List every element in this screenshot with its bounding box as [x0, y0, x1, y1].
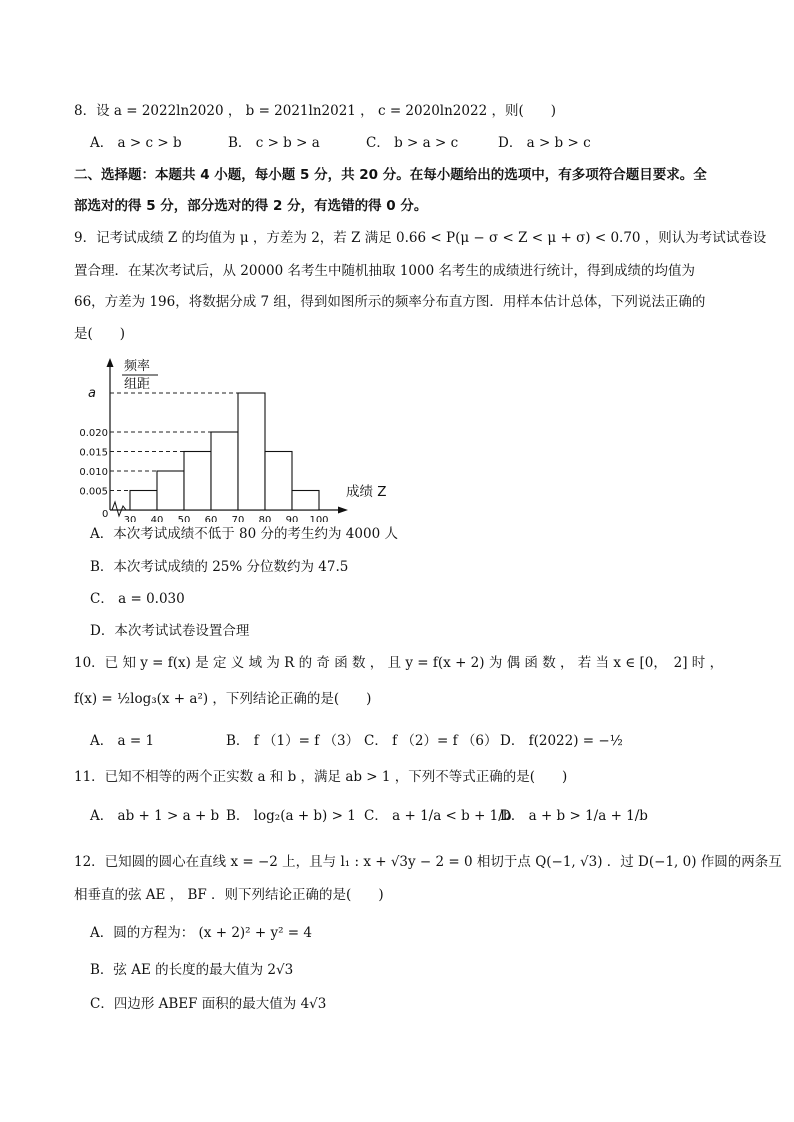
section2-heading-line1: 二、选择题：本题共 4 小题，每小题 5 分，共 20 分。在每小题给出的选项中，有多项符合题目要求。全 [74, 167, 707, 183]
origin-label: 0 [102, 509, 109, 520]
q9-option-c: C． a = 0.030 [90, 591, 185, 607]
q8-option-a: A． a > c > b [90, 135, 182, 151]
x-tick-label: 30 [123, 515, 137, 522]
q11-option-c: C． a + 1/a < b + 1/b [364, 808, 512, 824]
y-tick-label: 0.005 [79, 486, 108, 498]
q10-option-a: A． a = 1 [90, 733, 155, 749]
histogram-bar-90-100 [292, 491, 319, 511]
q9-line2: 置合理．在某次考试后，从 20000 名考生中随机抽取 1000 名考生的成绩进行统计，得到成绩的均值为 [74, 263, 695, 279]
q8-option-c: C． b > a > c [366, 135, 459, 151]
x-tick-label: 90 [285, 515, 299, 522]
q9-option-d: D．本次考试试卷设置合理 [90, 623, 250, 639]
y-label-bottom: 组距 [124, 377, 151, 392]
q10-option-c: C． f （2）= f （6） [364, 733, 498, 749]
q9-line3: 66，方差为 196，将数据分成 7 组，得到如图所示的频率分布直方图．用样本估计总体，下列说法正确的 [74, 294, 706, 310]
x-label: 成绩 Z [346, 484, 387, 500]
histogram-bar-40-50 [157, 471, 184, 510]
y-axis-arrow [107, 358, 114, 367]
histogram-bar-70-80 [238, 393, 265, 510]
section2-heading-line2: 部选对的得 5 分，部分选对的得 2 分，有选错的得 0 分。 [74, 198, 428, 214]
q9-line4: 是( ) [74, 326, 126, 342]
q11-option-b: B． log₂(a + b) > 1 [226, 808, 356, 824]
y-tick-label: 0.020 [79, 428, 108, 439]
q9-option-b: B．本次考试成绩的 25% 分位数约为 47.5 [90, 559, 349, 575]
histogram-bar-50-60 [184, 452, 211, 511]
q12-line1: 12．已知圆的圆心在直线 x = −2 上，且与 l₁ : x + √3y − 2 = 0 相切于点 Q(−1, √3) ．过 D(−1, 0) 作圆的两条互 [74, 854, 782, 870]
q8-stem: 8．设 a = 2022ln2020 ， b = 2021ln2021 ， c = 2020ln2022 ，则( ) [74, 103, 556, 119]
x-tick-label: 70 [231, 515, 245, 522]
x-tick-label: 40 [150, 515, 164, 522]
q8-option-d: D． a > b > c [498, 135, 591, 151]
q12-line2: 相垂直的弦 AE ， BF ．则下列结论正确的是( ) [74, 887, 384, 903]
q10-line2: f(x) = ½log₃(x + a²) ，下列结论正确的是( ) [74, 691, 372, 707]
frequency-histogram [68, 350, 408, 522]
x-tick-label: 60 [204, 515, 218, 522]
y-tick-label: 0.010 [79, 467, 108, 478]
q11-stem: 11．已知不相等的两个正实数 a 和 b ，满足 ab > 1 ，下列不等式正确的是( ) [74, 769, 568, 785]
q8-option-b: B． c > b > a [228, 135, 320, 151]
q10-option-d: D． f(2022) = −½ [500, 733, 623, 749]
x-tick-label: 80 [258, 515, 272, 522]
q11-option-d: D． a + b > 1/a + 1/b [500, 808, 648, 824]
x-tick-label: 50 [177, 515, 191, 522]
x-axis-arrow [338, 507, 348, 514]
histogram-bar-80-90 [265, 452, 292, 511]
x-tick-label: 100 [309, 515, 329, 522]
axis-break-icon [112, 502, 126, 516]
y-tick-label: 0.015 [79, 447, 108, 459]
q10-option-b: B． f （1）= f （3） [226, 733, 360, 749]
q10-line1: 10．已 知 y = f(x) 是 定 义 域 为 R 的 奇 函 数 ， 且 y = f(x + 2) 为 偶 函 数 ， 若 当 x ∈ [0， 2] 时 ， [74, 655, 724, 671]
histogram-bar-60-70 [211, 432, 238, 510]
histogram-bar-30-40 [130, 491, 157, 511]
y-label-top: 频率 [124, 359, 151, 374]
q12-option-c: C．四边形 ABEF 面积的最大值为 4√3 [90, 996, 327, 1012]
q9-option-a: A．本次考试成绩不低于 80 分的考生约为 4000 人 [90, 526, 398, 542]
q12-option-a: A．圆的方程为： (x + 2)² + y² = 4 [90, 925, 312, 941]
y-tick-label: a [88, 386, 96, 401]
q12-option-b: B．弦 AE 的长度的最大值为 2√3 [90, 962, 294, 978]
q9-line1: 9．记考试成绩 Z 的均值为 μ ，方差为 2，若 Z 满足 0.66 < P(μ − σ < Z < μ + σ) < 0.70 ，则认为考试试卷设 [74, 230, 767, 246]
q11-option-a: A． ab + 1 > a + b [90, 808, 220, 824]
